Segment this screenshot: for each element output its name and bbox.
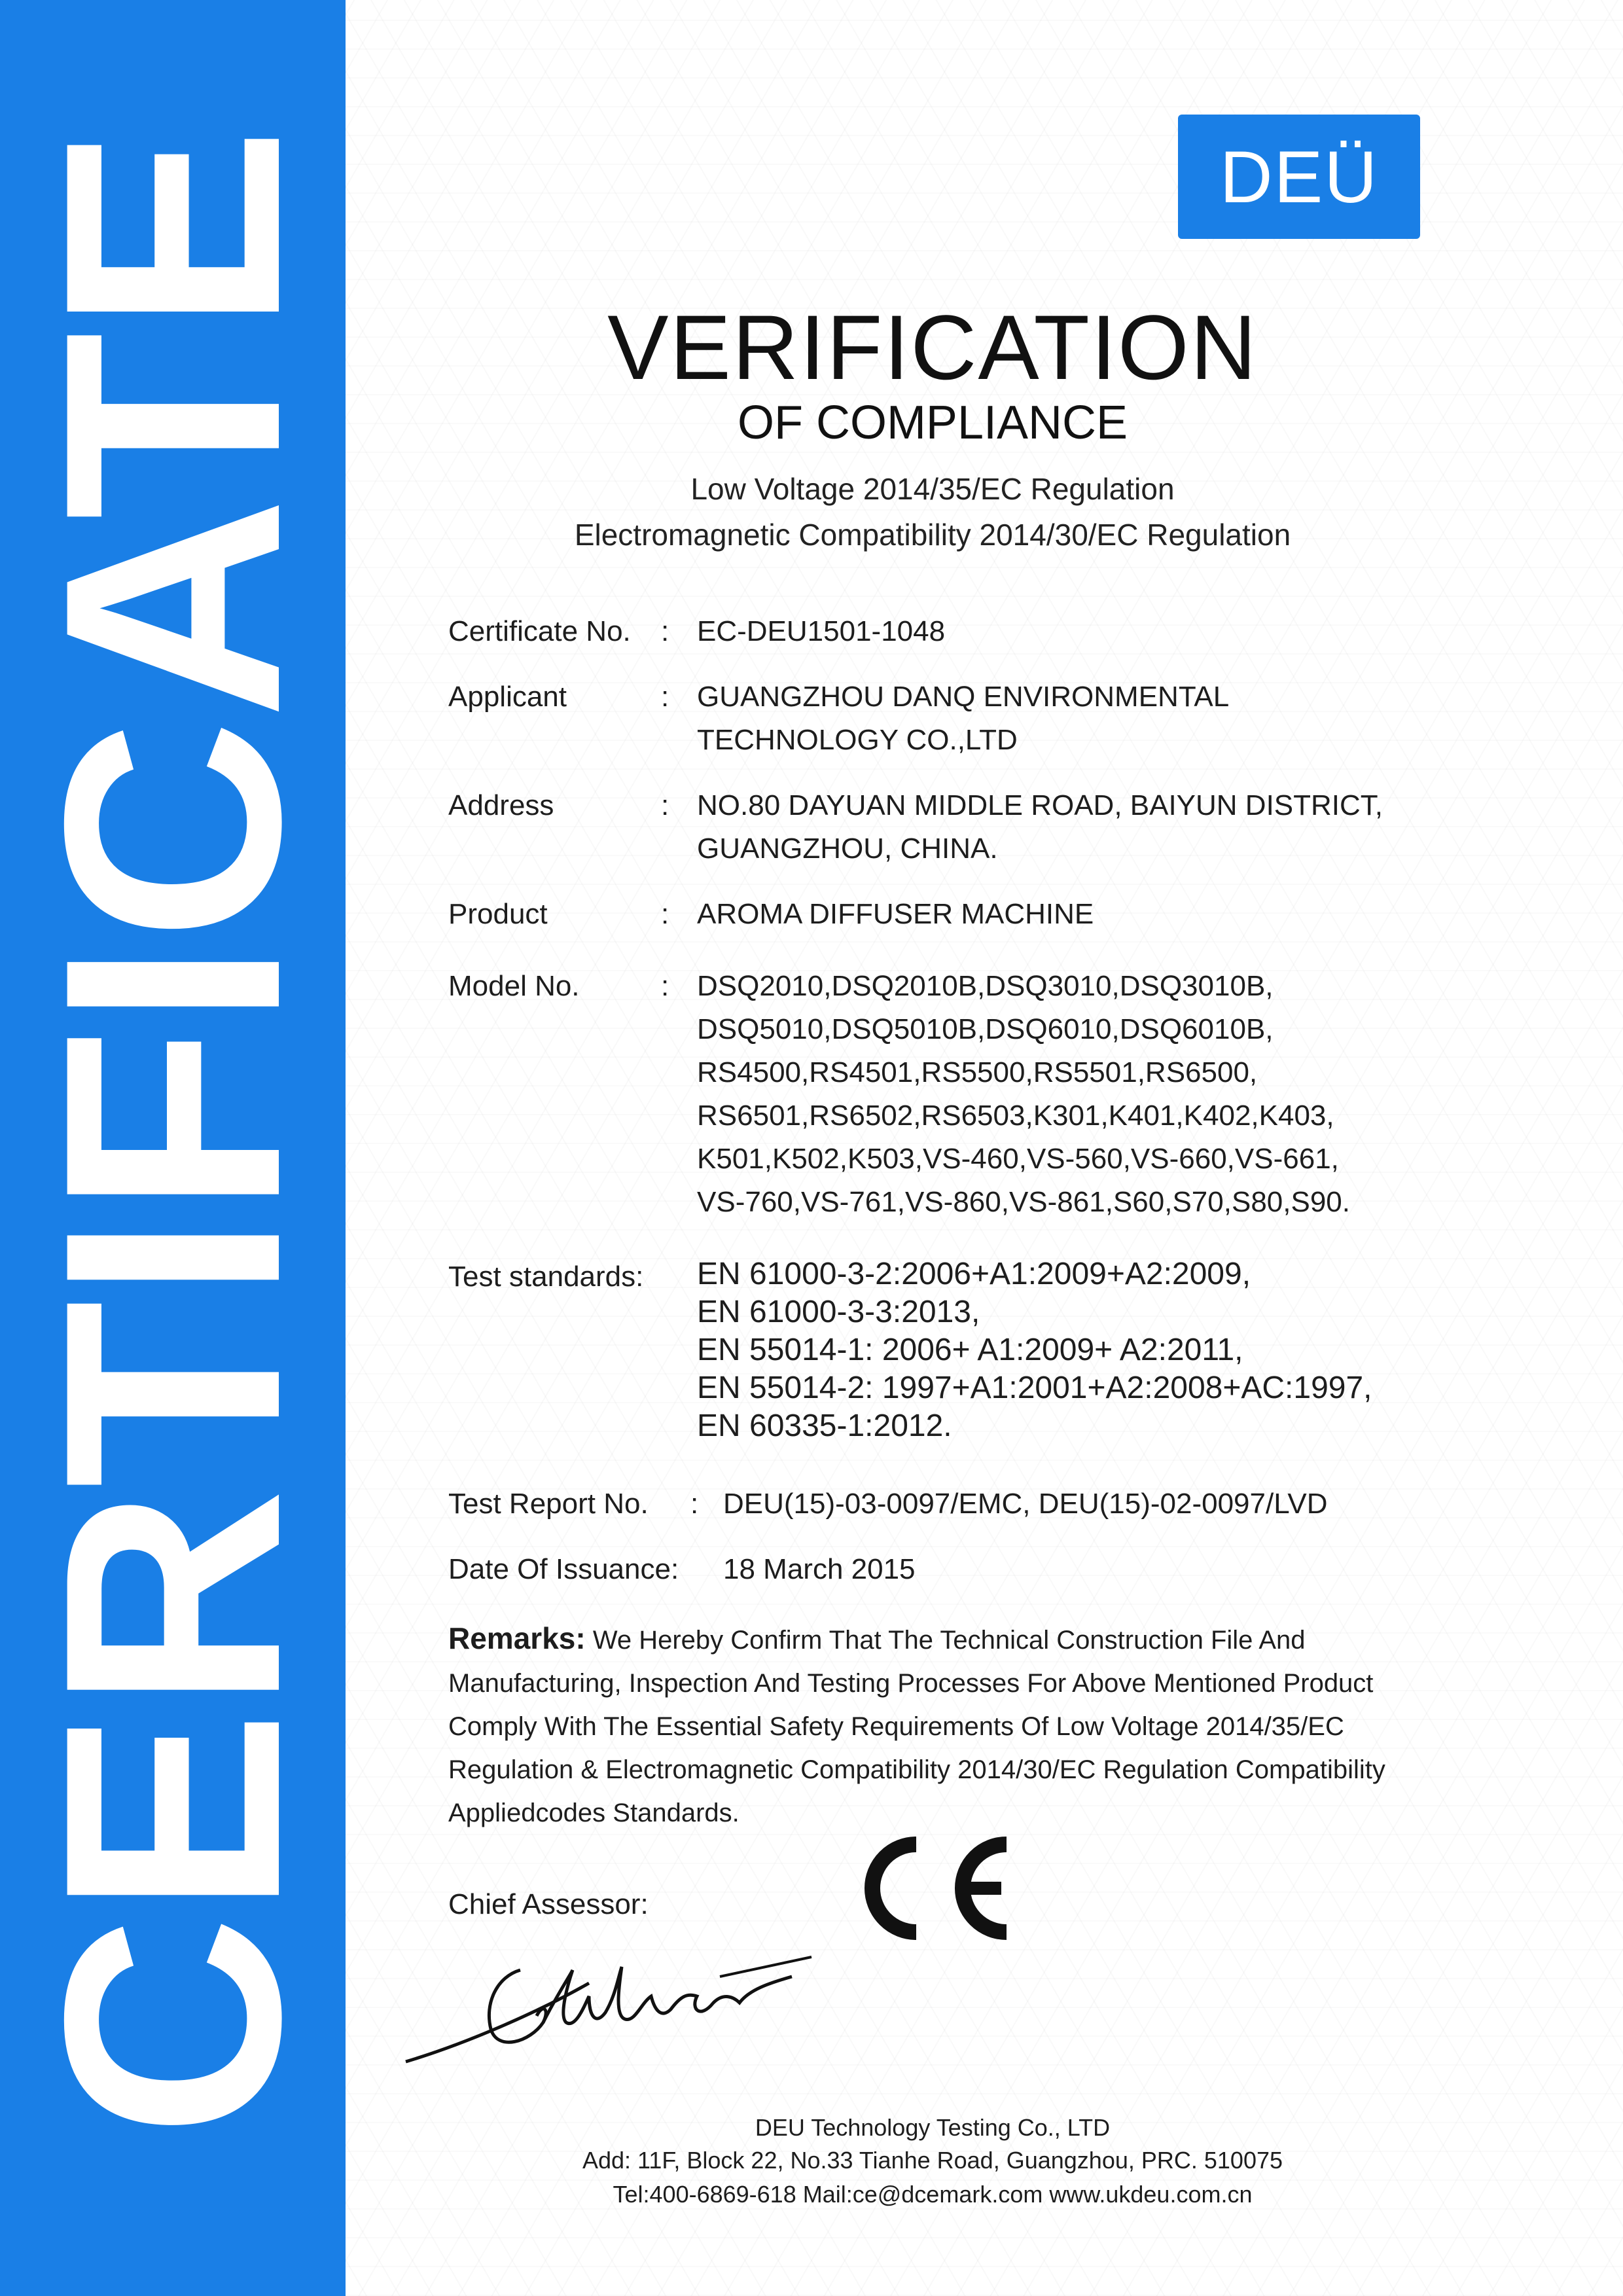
colon: : bbox=[661, 789, 669, 821]
deu-logo bbox=[1178, 115, 1420, 239]
title-of-compliance: OF COMPLIANCE bbox=[737, 397, 1128, 449]
colon: : bbox=[661, 970, 669, 1002]
certificate-no-label: Certificate No. bbox=[448, 615, 631, 647]
test-report-no-label: Test Report No. bbox=[448, 1488, 649, 1520]
applicant-value: GUANGZHOU DANQ ENVIRONMENTAL TECHNOLOGY CO.,LTD bbox=[697, 681, 1230, 756]
product-label: Product bbox=[448, 898, 548, 930]
remarks-text: We Hereby Confirm That The Technical Construction File And Manufacturing, Inspection And Testing Processes For Above Mentioned Product Comply With The Essential Safety Requirements Of Low Voltage 2014/35/EC Regulation & Electromagnetic Compatibility 2014/30/EC Regulation Compatibility Appliedcodes Standards. bbox=[448, 1626, 1385, 1827]
footer-company: DEU Technology Testing Co., LTD bbox=[755, 2114, 1111, 2141]
sidebar-band bbox=[0, 0, 346, 2296]
regulation-emc: Electromagnetic Compatibility 2014/30/EC Regulation bbox=[574, 518, 1291, 552]
signature-icon bbox=[393, 1931, 818, 2081]
colon: : bbox=[661, 681, 669, 713]
colon: : bbox=[661, 898, 669, 930]
address-label: Address bbox=[448, 789, 554, 821]
footer-contact: Tel:400-6869-618 Mail:ce@dcemark.com www.ukdeu.com.cn bbox=[613, 2181, 1253, 2208]
certificate-no-value: EC-DEU1501-1048 bbox=[697, 615, 946, 647]
footer-address: Add: 11F, Block 22, No.33 Tianhe Road, Guangzhou, PRC. 510075 bbox=[582, 2147, 1283, 2174]
remarks-block bbox=[448, 1617, 1410, 1835]
remarks-label: Remarks: bbox=[448, 1621, 586, 1655]
sidebar-certificate-word: CERTIFICATE bbox=[1, 126, 344, 2138]
colon: : bbox=[661, 615, 669, 647]
chief-assessor-label: Chief Assessor: bbox=[448, 1888, 649, 1920]
model-no-label: Model No. bbox=[448, 970, 580, 1002]
address-value: NO.80 DAYUAN MIDDLE ROAD, BAIYUN DISTRICT, GUANGZHOU, CHINA. bbox=[697, 789, 1383, 865]
test-standards-label: Test standards: bbox=[448, 1261, 644, 1293]
ce-mark-icon bbox=[844, 1826, 1014, 1950]
test-report-no-value: DEU(15)-03-0097/EMC, DEU(15)-02-0097/LVD bbox=[723, 1488, 1328, 1520]
deu-logo-text: DEÜ bbox=[1219, 135, 1379, 218]
title-verification: VERIFICATION bbox=[607, 296, 1258, 399]
applicant-label: Applicant bbox=[448, 681, 567, 713]
test-standards-value: EN 61000-3-2:2006+A1:2009+A2:2009, EN 61000-3-3:2013, EN 55014-1: 2006+ A1:2009+ A2:2011, EN 55014-2: 1997+A1:2001+A2:2008+AC:1997, EN 60335-1:2012. bbox=[697, 1257, 1372, 1443]
model-no-value: DSQ2010,DSQ2010B,DSQ3010,DSQ3010B, DSQ5010,DSQ5010B,DSQ6010,DSQ6010B, RS4500,RS4501,RS5500,RS5501,RS6500, RS6501,RS6502,RS6503,K301,K401,K402,K403, K501,K502,K503,VS-460,VS-560,VS-660,VS-661, VS-760,VS-761,VS-860,VS-861,S60,S70,S80,S90. bbox=[697, 970, 1350, 1218]
date-of-issuance-value: 18 March 2015 bbox=[723, 1553, 916, 1585]
regulation-low-voltage: Low Voltage 2014/35/EC Regulation bbox=[690, 472, 1175, 506]
product-value: AROMA DIFFUSER MACHINE bbox=[697, 898, 1094, 930]
date-of-issuance-label: Date Of Issuance: bbox=[448, 1553, 679, 1585]
colon: : bbox=[690, 1488, 699, 1520]
